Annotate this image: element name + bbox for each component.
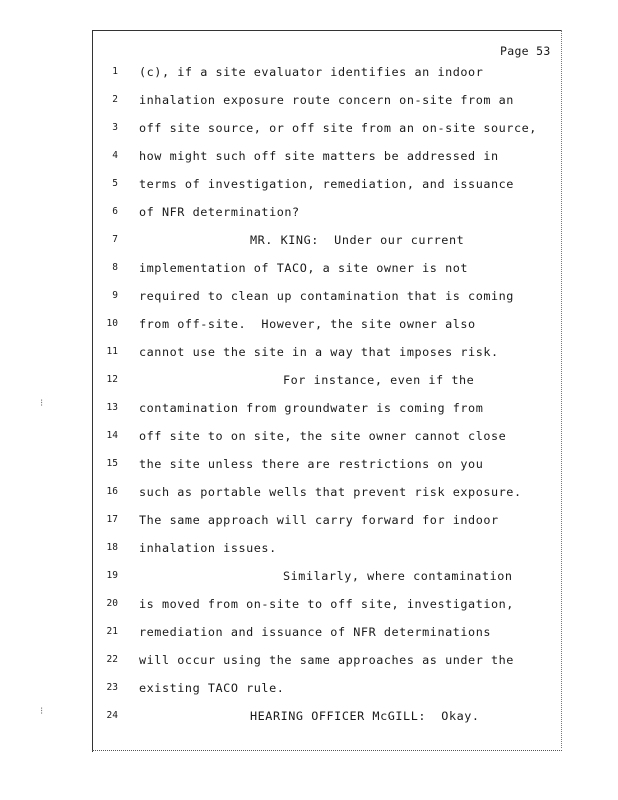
transcript-line: existing TACO rule. [139,681,285,695]
line-number: 7 [112,234,118,245]
transcript-line: inhalation issues. [139,541,277,555]
line-number: 8 [112,262,118,273]
line-number: 2 [112,94,118,105]
transcript-line: such as portable wells that prevent risk exposure. [139,485,522,499]
line-number: 21 [106,626,118,637]
line-number: 22 [106,654,118,665]
transcript-line: Similarly, where contamination [283,569,513,583]
line-number: 5 [112,178,118,189]
line-number: 14 [106,430,118,441]
line-number: 20 [106,598,118,609]
line-number: 15 [106,458,118,469]
transcript-line: MR. KING: Under our current [250,233,465,247]
transcript-line: terms of investigation, remediation, and issuance [139,177,514,191]
transcript-line: The same approach will carry forward for indoor [139,513,499,527]
line-number: 11 [106,346,118,357]
line-number: 24 [106,710,118,721]
transcript-line: remediation and issuance of NFR determinations [139,625,492,639]
line-number: 13 [106,402,118,413]
page-border-top [92,30,562,31]
transcript-line: from off-site. However, the site owner also [139,317,476,331]
footer-fine-print [96,752,560,758]
line-number: 17 [106,514,118,525]
transcript-line: the site unless there are restrictions on you [139,457,484,471]
transcript-line: contamination from groundwater is coming from [139,401,484,415]
page-border-bottom [92,750,562,751]
line-number: 16 [106,486,118,497]
line-number: 4 [112,150,118,161]
transcript-line: implementation of TACO, a site owner is not [139,261,469,275]
page-border-right [561,30,562,748]
page-number: Page 53 [500,44,551,58]
transcript-line: is moved from on-site to off site, investigation, [139,597,514,611]
line-number: 23 [106,682,118,693]
punch-hole-mark: ⁝ [40,706,44,717]
line-number: 9 [112,290,118,301]
transcript-line: will occur using the same approaches as under the [139,653,514,667]
punch-hole-mark: ⁝ [40,398,44,409]
line-number: 3 [112,122,118,133]
transcript-line: For instance, even if the [283,373,475,387]
line-number: 6 [112,206,118,217]
page-border-left [92,30,93,752]
transcript-line: required to clean up contamination that is coming [139,289,514,303]
line-number: 1 [112,66,118,77]
line-number: 19 [106,570,118,581]
transcript-line: how might such off site matters be addressed in [139,149,499,163]
transcript-line: off site to on site, the site owner cannot close [139,429,507,443]
transcript-line: inhalation exposure route concern on-site from an [139,93,514,107]
line-number: 12 [106,374,118,385]
transcript-line: (c), if a site evaluator identifies an indoor [139,65,484,79]
line-number: 10 [106,318,118,329]
transcript-line: off site source, or off site from an on-site source, [139,121,537,135]
transcript-line: cannot use the site in a way that imposes risk. [139,345,499,359]
transcript-line: of NFR determination? [139,205,300,219]
transcript-line: HEARING OFFICER McGILL: Okay. [250,709,480,723]
line-number: 18 [106,542,118,553]
